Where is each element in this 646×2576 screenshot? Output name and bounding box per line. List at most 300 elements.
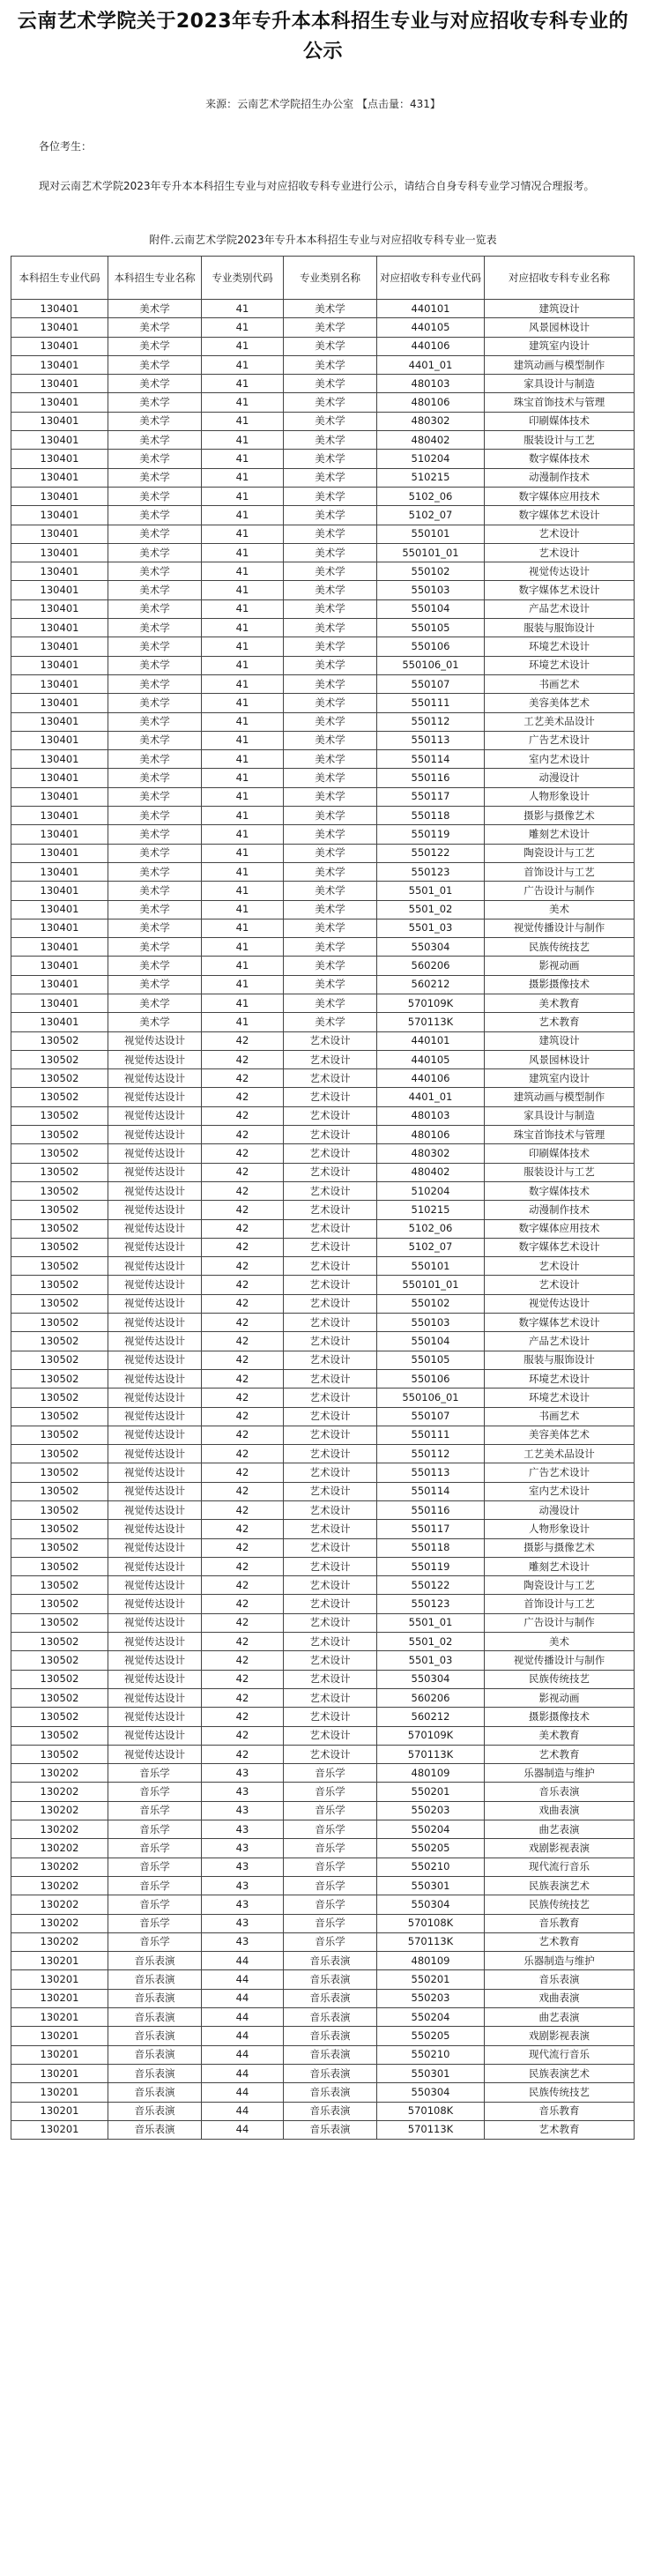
table-cell: 130502 <box>11 1201 108 1219</box>
table-cell: 室内艺术设计 <box>485 1482 635 1500</box>
table-cell: 音乐表演 <box>108 2083 202 2102</box>
table-cell: 美术学 <box>284 975 377 994</box>
table-cell: 130502 <box>11 1257 108 1276</box>
table-cell: 480302 <box>377 412 485 430</box>
table-row <box>11 1389 635 1407</box>
table-cell: 视觉传达设计 <box>108 1389 202 1407</box>
table-cell: 5102_07 <box>377 506 485 525</box>
table-row <box>11 731 635 749</box>
table-row <box>11 619 635 637</box>
table-cell: 550118 <box>377 1538 485 1557</box>
table-cell: 130401 <box>11 487 108 505</box>
table-cell: 42 <box>202 1407 284 1426</box>
table-row <box>11 1463 635 1482</box>
table-cell: 130502 <box>11 1463 108 1482</box>
table-cell: 艺术教育 <box>485 2120 635 2139</box>
table-cell: 艺术设计 <box>284 1088 377 1106</box>
table-cell: 130201 <box>11 2102 108 2120</box>
table-cell: 41 <box>202 318 284 337</box>
table-cell: 室内艺术设计 <box>485 750 635 769</box>
table-cell: 动漫设计 <box>485 769 635 787</box>
table-cell: 美术学 <box>108 619 202 637</box>
table-cell: 美容美体艺术 <box>485 694 635 712</box>
table-cell: 42 <box>202 1726 284 1745</box>
table-cell: 43 <box>202 1858 284 1876</box>
table-cell: 艺术设计 <box>284 1688 377 1707</box>
table-cell: 130502 <box>11 1351 108 1369</box>
table-cell: 艺术设计 <box>284 1050 377 1068</box>
table-cell: 环境艺术设计 <box>485 1389 635 1407</box>
intro-paragraph: 现对云南艺术学院2023年专升本本科招生专业与对应招收专科专业进行公示，请结合自身专科专业学习情况合理报考。 <box>39 180 595 192</box>
table-cell: 41 <box>202 919 284 937</box>
table-cell: 音乐学 <box>284 1764 377 1783</box>
table-cell: 美术学 <box>108 975 202 994</box>
table-cell: 130401 <box>11 506 108 525</box>
table-row <box>11 2008 635 2027</box>
table-cell: 视觉传达设计 <box>108 1276 202 1294</box>
table-row <box>11 975 635 994</box>
table-cell: 440105 <box>377 318 485 337</box>
table-row <box>11 487 635 505</box>
table-cell: 动漫制作技术 <box>485 1201 635 1219</box>
table-cell: 广告艺术设计 <box>485 731 635 749</box>
table-cell: 41 <box>202 468 284 487</box>
table-cell: 550107 <box>377 1407 485 1426</box>
table-cell: 民族传统技艺 <box>485 938 635 957</box>
table-cell: 建筑动画与模型制作 <box>485 1088 635 1106</box>
table-cell: 美术学 <box>108 393 202 412</box>
table-cell: 美术学 <box>108 637 202 656</box>
table-cell: 影视动画 <box>485 1688 635 1707</box>
table-cell: 130502 <box>11 1050 108 1068</box>
table-row <box>11 1013 635 1031</box>
table-row <box>11 712 635 731</box>
table-cell: 音乐表演 <box>108 2045 202 2064</box>
table-cell: 视觉传达设计 <box>108 1595 202 1613</box>
table-cell: 41 <box>202 393 284 412</box>
table-row <box>11 1314 635 1332</box>
table-cell: 5501_01 <box>377 882 485 900</box>
table-cell: 480402 <box>377 1163 485 1181</box>
table-cell: 艺术设计 <box>284 1726 377 1745</box>
table-cell: 130502 <box>11 1276 108 1294</box>
table-row <box>11 694 635 712</box>
table-cell: 视觉传达设计 <box>108 1163 202 1181</box>
table-row <box>11 1201 635 1219</box>
table-cell: 550301 <box>377 1876 485 1895</box>
table-cell: 550203 <box>377 1801 485 1820</box>
table-cell: 42 <box>202 1745 284 1763</box>
table-row <box>11 1952 635 1970</box>
table-cell: 41 <box>202 599 284 618</box>
table-row <box>11 750 635 769</box>
table-row <box>11 769 635 787</box>
table-cell: 44 <box>202 2045 284 2064</box>
table-cell: 550106_01 <box>377 656 485 674</box>
table-cell: 42 <box>202 1595 284 1613</box>
table-cell: 艺术设计 <box>284 1463 377 1482</box>
table-row <box>11 562 635 581</box>
table-cell: 550118 <box>377 807 485 825</box>
table-cell: 艺术设计 <box>284 1745 377 1763</box>
table-cell: 建筑室内设计 <box>485 337 635 355</box>
table-cell: 音乐表演 <box>108 2064 202 2082</box>
table-cell: 美术学 <box>284 656 377 674</box>
table-cell: 550111 <box>377 694 485 712</box>
table-cell: 美术学 <box>108 844 202 862</box>
table-cell: 雕刻艺术设计 <box>485 825 635 844</box>
table-cell: 130401 <box>11 807 108 825</box>
table-cell: 4401_01 <box>377 1088 485 1106</box>
table-row <box>11 1745 635 1763</box>
table-cell: 美术学 <box>284 674 377 693</box>
table-cell: 美术学 <box>284 769 377 787</box>
table-cell: 480103 <box>377 375 485 393</box>
table-cell: 42 <box>202 1088 284 1106</box>
table-cell: 美术学 <box>284 431 377 450</box>
table-cell: 美术学 <box>108 938 202 957</box>
table-cell: 艺术设计 <box>284 1501 377 1520</box>
table-cell: 42 <box>202 1445 284 1463</box>
table-cell: 视觉传达设计 <box>108 1520 202 1538</box>
table-cell: 美术学 <box>108 525 202 543</box>
table-cell: 建筑室内设计 <box>485 1069 635 1088</box>
header-cell: 本科招生专业代码 <box>11 257 108 300</box>
table-cell: 音乐学 <box>108 1839 202 1858</box>
table-cell: 130401 <box>11 431 108 450</box>
table-row <box>11 1876 635 1895</box>
table-cell: 工艺美术品设计 <box>485 712 635 731</box>
table-cell: 130401 <box>11 581 108 599</box>
table-row <box>11 2120 635 2139</box>
table-cell: 130401 <box>11 900 108 919</box>
table-row <box>11 844 635 862</box>
table-cell: 美术学 <box>108 900 202 919</box>
table-cell: 艺术设计 <box>284 1181 377 1200</box>
table-cell: 130502 <box>11 1369 108 1388</box>
table-cell: 视觉传达设计 <box>108 1031 202 1050</box>
table-cell: 42 <box>202 1463 284 1482</box>
table-cell: 艺术设计 <box>284 1163 377 1181</box>
table-cell: 美术学 <box>284 825 377 844</box>
table-cell: 视觉传达设计 <box>108 1088 202 1106</box>
table-row <box>11 2064 635 2082</box>
table-cell: 130502 <box>11 1613 108 1632</box>
table-cell: 130202 <box>11 1801 108 1820</box>
page-title: 云南艺术学院关于2023年专升本本科招生专业与对应招收专科专业的公示 <box>17 11 629 63</box>
table-cell: 音乐学 <box>108 1858 202 1876</box>
table-cell: 戏剧影视表演 <box>485 2027 635 2045</box>
table-cell: 音乐学 <box>108 1783 202 1801</box>
table-cell: 560206 <box>377 1688 485 1707</box>
table-cell: 130502 <box>11 1163 108 1181</box>
table-cell: 42 <box>202 1294 284 1313</box>
table-cell: 130401 <box>11 318 108 337</box>
table-cell: 42 <box>202 1520 284 1538</box>
table-cell: 家具设计与制造 <box>485 375 635 393</box>
table-cell: 美术学 <box>284 919 377 937</box>
table-cell: 130201 <box>11 1989 108 2007</box>
header-cell: 专业类别名称 <box>284 257 377 300</box>
table-cell: 42 <box>202 1332 284 1351</box>
table-row <box>11 1219 635 1238</box>
table-cell: 570109K <box>377 994 485 1012</box>
table-cell: 视觉传达设计 <box>108 1708 202 1726</box>
table-cell: 550203 <box>377 1989 485 2007</box>
table-row <box>11 2083 635 2102</box>
table-cell: 音乐学 <box>284 1839 377 1858</box>
header-cell: 本科招生专业名称 <box>108 257 202 300</box>
table-cell: 41 <box>202 731 284 749</box>
table-cell: 音乐学 <box>108 1764 202 1783</box>
table-cell: 41 <box>202 300 284 318</box>
table-cell: 43 <box>202 1801 284 1820</box>
table-cell: 服装设计与工艺 <box>485 431 635 450</box>
table-row <box>11 431 635 450</box>
table-cell: 41 <box>202 938 284 957</box>
table-cell: 41 <box>202 900 284 919</box>
table-row <box>11 1520 635 1538</box>
table-cell: 音乐表演 <box>108 1952 202 1970</box>
table-cell: 美术学 <box>108 300 202 318</box>
table-cell: 美术学 <box>284 731 377 749</box>
table-cell: 130401 <box>11 938 108 957</box>
table-cell: 美术学 <box>284 300 377 318</box>
table-row <box>11 1576 635 1595</box>
table-cell: 550114 <box>377 1482 485 1500</box>
table-cell: 艺术设计 <box>284 1708 377 1726</box>
table-row <box>11 543 635 562</box>
table-cell: 550304 <box>377 938 485 957</box>
table-cell: 42 <box>202 1276 284 1294</box>
table-cell: 550106_01 <box>377 1389 485 1407</box>
table-cell: 550304 <box>377 2083 485 2102</box>
table-row <box>11 393 635 412</box>
table-cell: 艺术设计 <box>284 1332 377 1351</box>
table-row <box>11 1783 635 1801</box>
table-cell: 艺术设计 <box>284 1069 377 1088</box>
table-cell: 550123 <box>377 862 485 881</box>
table-cell: 550117 <box>377 1520 485 1538</box>
table-cell: 音乐表演 <box>284 2045 377 2064</box>
table-cell: 550104 <box>377 599 485 618</box>
table-cell: 视觉传达设计 <box>108 1126 202 1144</box>
table-cell: 服装与服饰设计 <box>485 619 635 637</box>
table-cell: 41 <box>202 957 284 975</box>
source-info: 来源：云南艺术学院招生办公室 【点击量：431】 <box>205 98 441 110</box>
table-cell: 美术学 <box>284 807 377 825</box>
major-table <box>11 256 635 2140</box>
table-cell: 42 <box>202 1426 284 1444</box>
table-cell: 首饰设计与工艺 <box>485 1595 635 1613</box>
table-row <box>11 300 635 318</box>
table-cell: 艺术设计 <box>284 1538 377 1557</box>
table-row <box>11 1820 635 1839</box>
table-cell: 480103 <box>377 1106 485 1125</box>
table-cell: 42 <box>202 1369 284 1388</box>
table-cell: 130202 <box>11 1858 108 1876</box>
table-cell: 42 <box>202 1031 284 1050</box>
table-cell: 艺术设计 <box>284 1126 377 1144</box>
table-cell: 43 <box>202 1839 284 1858</box>
table-cell: 视觉传达设计 <box>108 1501 202 1520</box>
table-cell: 41 <box>202 807 284 825</box>
table-cell: 44 <box>202 2102 284 2120</box>
table-cell: 44 <box>202 2064 284 2082</box>
table-cell: 风景园林设计 <box>485 318 635 337</box>
table-cell: 130201 <box>11 2045 108 2064</box>
table-cell: 130401 <box>11 957 108 975</box>
table-cell: 550102 <box>377 1294 485 1313</box>
table-cell: 产品艺术设计 <box>485 1332 635 1351</box>
table-cell: 美术教育 <box>485 994 635 1012</box>
table-cell: 美术学 <box>284 619 377 637</box>
table-row <box>11 1163 635 1181</box>
table-cell: 视觉传达设计 <box>108 1745 202 1763</box>
table-cell: 42 <box>202 1314 284 1332</box>
table-cell: 550205 <box>377 2027 485 2045</box>
table-row <box>11 2102 635 2120</box>
table-row <box>11 862 635 881</box>
table-cell: 书画艺术 <box>485 674 635 693</box>
table-cell: 560212 <box>377 975 485 994</box>
table-cell: 美术学 <box>284 712 377 731</box>
table-cell: 艺术设计 <box>284 1426 377 1444</box>
table-cell: 130502 <box>11 1069 108 1088</box>
table-cell: 美术学 <box>108 431 202 450</box>
table-row <box>11 1688 635 1707</box>
table-row <box>11 807 635 825</box>
table-cell: 美术学 <box>284 957 377 975</box>
table-cell: 130201 <box>11 2008 108 2027</box>
table-cell: 130502 <box>11 1181 108 1200</box>
table-cell: 550205 <box>377 1839 485 1858</box>
table-cell: 美容美体艺术 <box>485 1426 635 1444</box>
table-row <box>11 1088 635 1106</box>
table-cell: 视觉传达设计 <box>485 562 635 581</box>
table-cell: 美术学 <box>108 318 202 337</box>
table-cell: 现代流行音乐 <box>485 1858 635 1876</box>
table-cell: 印刷媒体技术 <box>485 412 635 430</box>
table-cell: 美术学 <box>108 862 202 881</box>
table-cell: 130401 <box>11 825 108 844</box>
table-cell: 音乐学 <box>284 1801 377 1820</box>
table-cell: 130401 <box>11 525 108 543</box>
table-cell: 音乐表演 <box>284 1952 377 1970</box>
table-cell: 130502 <box>11 1538 108 1557</box>
table-row <box>11 1538 635 1557</box>
table-cell: 美术学 <box>108 506 202 525</box>
table-cell: 陶瓷设计与工艺 <box>485 1576 635 1595</box>
table-cell: 艺术设计 <box>284 1389 377 1407</box>
table-cell: 43 <box>202 1876 284 1895</box>
table-cell: 视觉传达设计 <box>108 1257 202 1276</box>
table-cell: 数字媒体技术 <box>485 450 635 468</box>
table-cell: 音乐表演 <box>108 2027 202 2045</box>
table-row <box>11 1633 635 1651</box>
table-cell: 550122 <box>377 844 485 862</box>
table-cell: 41 <box>202 769 284 787</box>
table-cell: 美术学 <box>108 337 202 355</box>
table-cell: 5501_03 <box>377 919 485 937</box>
table-cell: 美术学 <box>284 900 377 919</box>
table-cell: 音乐学 <box>108 1932 202 1951</box>
table-cell: 130401 <box>11 468 108 487</box>
table-cell: 视觉传播设计与制作 <box>485 919 635 937</box>
table-cell: 动漫制作技术 <box>485 468 635 487</box>
table-cell: 440106 <box>377 1069 485 1088</box>
table-cell: 130401 <box>11 543 108 562</box>
table-cell: 480106 <box>377 1126 485 1144</box>
table-cell: 数字媒体艺术设计 <box>485 506 635 525</box>
table-cell: 130502 <box>11 1745 108 1763</box>
table-cell: 音乐学 <box>108 1914 202 1932</box>
table-cell: 550114 <box>377 750 485 769</box>
table-row <box>11 825 635 844</box>
table-cell: 130202 <box>11 1839 108 1858</box>
table-cell: 550105 <box>377 619 485 637</box>
table-cell: 130502 <box>11 1688 108 1707</box>
table-cell: 视觉传达设计 <box>108 1332 202 1351</box>
table-cell: 艺术设计 <box>284 1106 377 1125</box>
table-cell: 音乐学 <box>108 1820 202 1839</box>
table-cell: 视觉传达设计 <box>108 1576 202 1595</box>
table-cell: 130401 <box>11 337 108 355</box>
table-cell: 家具设计与制造 <box>485 1106 635 1125</box>
table-cell: 美术学 <box>108 769 202 787</box>
table-cell: 印刷媒体技术 <box>485 1144 635 1163</box>
table-cell: 550116 <box>377 1501 485 1520</box>
table-cell: 产品艺术设计 <box>485 599 635 618</box>
table-cell: 艺术设计 <box>284 1482 377 1500</box>
table-cell: 艺术设计 <box>284 1595 377 1613</box>
table-cell: 130401 <box>11 994 108 1012</box>
table-row <box>11 1557 635 1575</box>
table-cell: 美术学 <box>108 412 202 430</box>
table-cell: 41 <box>202 694 284 712</box>
table-cell: 美术学 <box>284 562 377 581</box>
table-row <box>11 337 635 355</box>
table-cell: 42 <box>202 1389 284 1407</box>
table-cell: 视觉传达设计 <box>108 1369 202 1388</box>
table-cell: 130401 <box>11 674 108 693</box>
table-cell: 视觉传达设计 <box>108 1294 202 1313</box>
table-cell: 550101_01 <box>377 1276 485 1294</box>
table-cell: 工艺美术品设计 <box>485 1445 635 1463</box>
table-header-row <box>11 257 635 300</box>
table-row <box>11 525 635 543</box>
table-cell: 美术学 <box>108 787 202 806</box>
table-cell: 130401 <box>11 787 108 806</box>
table-cell: 550304 <box>377 1670 485 1688</box>
table-row <box>11 919 635 937</box>
table-cell: 美术学 <box>284 355 377 374</box>
table-cell: 130201 <box>11 2083 108 2102</box>
table-cell: 风景园林设计 <box>485 1050 635 1068</box>
table-cell: 音乐表演 <box>284 2120 377 2139</box>
table-cell: 130502 <box>11 1726 108 1745</box>
table-cell: 艺术设计 <box>284 1276 377 1294</box>
table-cell: 41 <box>202 975 284 994</box>
table-cell: 美术学 <box>284 750 377 769</box>
table-cell: 视觉传达设计 <box>108 1651 202 1670</box>
table-cell: 480302 <box>377 1144 485 1163</box>
table-cell: 音乐表演 <box>108 1989 202 2007</box>
table-cell: 44 <box>202 2120 284 2139</box>
table-cell: 130401 <box>11 750 108 769</box>
table-cell: 音乐表演 <box>284 1970 377 1989</box>
table-cell: 41 <box>202 506 284 525</box>
